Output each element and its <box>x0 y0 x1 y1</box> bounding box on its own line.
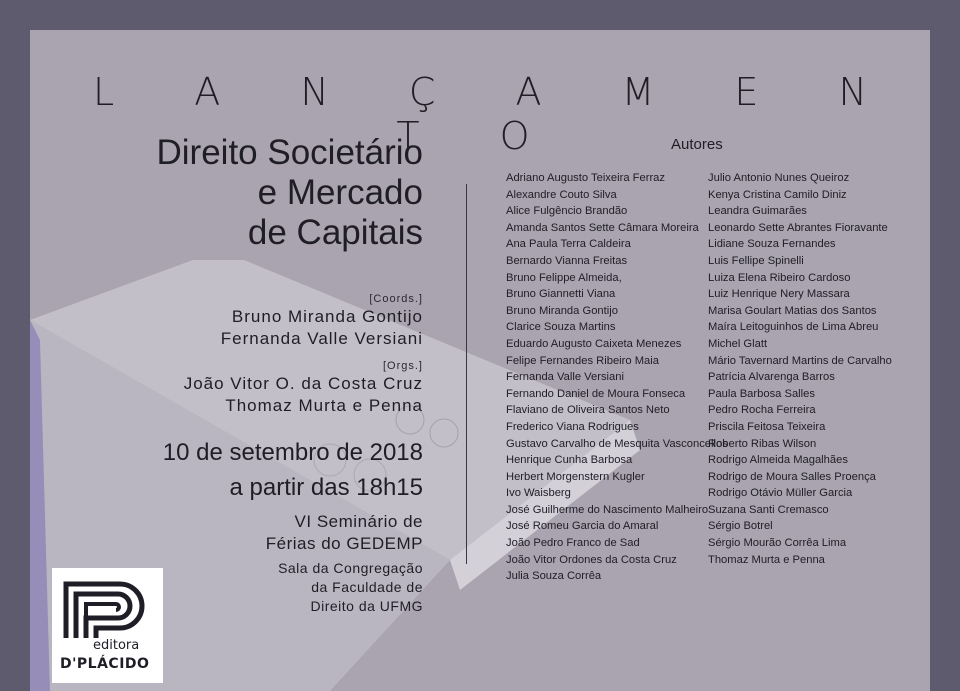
venue-line-1: Sala da Congregação <box>278 560 423 576</box>
authors-title: Autores <box>671 136 723 153</box>
author-name: Leandra Guimarães <box>708 205 807 218</box>
author-name: Clarice Souza Martins <box>506 321 616 334</box>
publisher-logo <box>52 568 163 683</box>
authors-column-1 <box>506 170 728 585</box>
book-title <box>157 133 424 253</box>
event-date: 10 de setembro de 2018 <box>162 439 423 466</box>
event-name-1: VI Seminário de <box>294 512 423 531</box>
author-name: Maíra Leitoguinhos de Lima Abreu <box>708 321 879 334</box>
author-name: Bruno Felippe Almeida, <box>506 271 622 284</box>
author-name: Fernanda Valle Versiani <box>506 371 624 384</box>
author-name: Suzana Santi Cremasco <box>708 503 829 516</box>
author-name: Bruno Miranda Gontijo <box>506 304 618 317</box>
author-name: Adriano Augusto Teixeira Ferraz <box>506 172 665 184</box>
author-name: Rodrigo Otávio Müller Garcia <box>708 487 853 500</box>
author-name: Kenya Cristina Camilo Diniz <box>708 188 847 201</box>
org-name-1: João Vitor O. da Costa Cruz <box>183 374 423 393</box>
author-name: Sérgio Mourão Corrêa Lima <box>708 537 847 550</box>
author-name: Ana Paula Terra Caldeira <box>506 238 631 251</box>
title-line-3: de Capitais <box>247 213 423 252</box>
logo-text-editora: editora <box>93 638 140 653</box>
author-name: Michel Glatt <box>708 337 768 350</box>
author-name: Ivo Waisberg <box>506 487 571 500</box>
flyer-panel <box>30 30 930 691</box>
author-name: José Guilherme do Nascimento Malheiro <box>506 503 709 516</box>
author-name: Paula Barbosa Salles <box>708 387 815 400</box>
author-name: Pedro Rocha Ferreira <box>708 404 816 417</box>
author-name: Julio Antonio Nunes Queiroz <box>708 172 850 184</box>
authors-column-2 <box>708 170 892 568</box>
dplacido-logo-icon <box>60 576 155 638</box>
author-name: Frederico Viana Rodrigues <box>506 420 639 433</box>
logo-text-dplacido: D'PLÁCIDO <box>60 656 150 672</box>
author-name: Eduardo Augusto Caixeta Menezes <box>506 337 682 350</box>
author-name: Alexandre Couto Silva <box>506 188 617 201</box>
author-name: Patrícia Alvarenga Barros <box>708 371 835 384</box>
launch-heading: L A N Ç A M E N T O <box>93 70 901 158</box>
author-name: Marisa Goulart Matias dos Santos <box>708 304 877 317</box>
venue-line-2: da Faculdade de <box>311 579 423 595</box>
author-name: Roberto Ribas Wilson <box>708 437 817 450</box>
author-name: Thomaz Murta e Penna <box>708 553 825 566</box>
author-name: Rodrigo Almeida Magalhães <box>708 454 848 467</box>
coords-label: [Coords.] <box>369 293 423 305</box>
author-name: João Vitor Ordones da Costa Cruz <box>506 553 677 566</box>
author-name: Sérgio Botrel <box>708 520 773 533</box>
author-name: João Pedro Franco de Sad <box>506 537 640 550</box>
author-name: Mário Tavernard Martins de Carvalho <box>708 354 892 367</box>
event-name-2: Férias do GEDEMP <box>265 534 423 553</box>
coord-name-1: Bruno Miranda Gontijo <box>231 307 423 326</box>
author-name: Flaviano de Oliveira Santos Neto <box>506 404 670 417</box>
author-name: Luiza Elena Ribeiro Cardoso <box>708 271 851 284</box>
title-line-2: e Mercado <box>257 173 423 212</box>
author-name: Henrique Cunha Barbosa <box>506 454 633 467</box>
author-name: Fernando Daniel de Moura Fonseca <box>506 387 686 400</box>
author-name: Gustavo Carvalho de Mesquita Vasconcellos <box>506 437 728 450</box>
title-line-1: Direito Societário <box>156 133 423 172</box>
org-name-2: Thomaz Murta e Penna <box>225 396 423 415</box>
author-name: Rodrigo de Moura Salles Proença <box>708 470 876 483</box>
event-time: a partir das 18h15 <box>229 474 423 501</box>
author-name: Priscila Feitosa Teixeira <box>708 420 826 433</box>
author-name: Leonardo Sette Abrantes Fioravante <box>708 221 888 234</box>
author-name: José Romeu Garcia do Amaral <box>506 520 659 533</box>
orgs-label: [Orgs.] <box>382 360 423 372</box>
author-name: Julia Souza Corrêa <box>506 570 602 583</box>
author-name: Felipe Fernandes Ribeiro Maia <box>506 354 659 367</box>
author-name: Luis Fellipe Spinelli <box>708 254 804 267</box>
author-name: Bruno Giannetti Viana <box>506 288 616 301</box>
author-name: Amanda Santos Sette Câmara Moreira <box>506 221 699 234</box>
author-name: Bernardo Vianna Freitas <box>506 254 628 267</box>
divider-line <box>466 184 467 564</box>
author-name: Lidiane Souza Fernandes <box>708 238 836 251</box>
author-name: Herbert Morgenstern Kugler <box>506 470 645 483</box>
coord-name-2: Fernanda Valle Versiani <box>220 329 423 348</box>
venue-line-3: Direito da UFMG <box>310 598 423 614</box>
author-name: Luiz Henrique Nery Massara <box>708 288 850 301</box>
author-name: Alice Fulgêncio Brandão <box>506 205 628 218</box>
